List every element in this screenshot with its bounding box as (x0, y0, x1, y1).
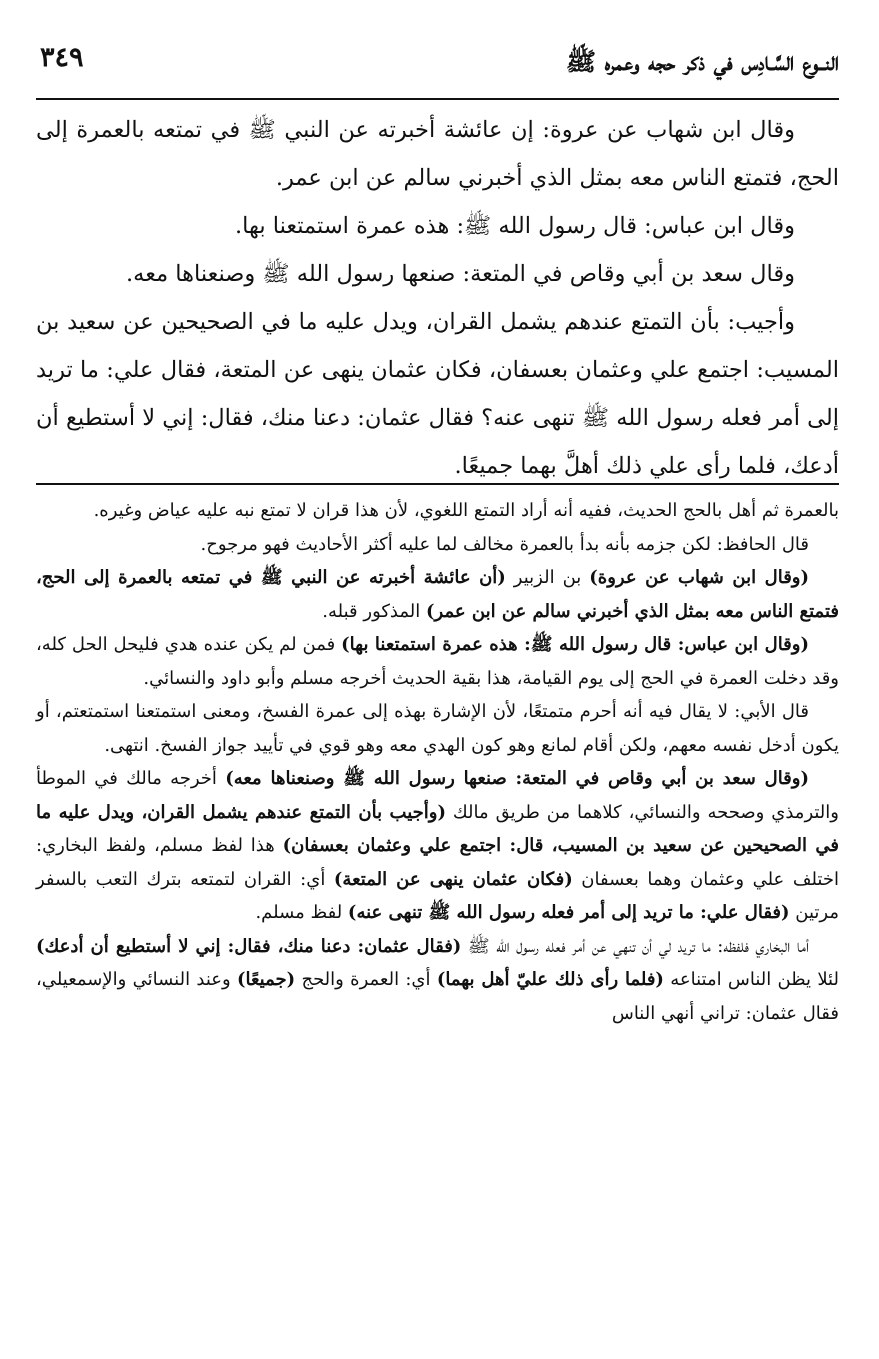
commentary-paragraph (36, 628, 839, 695)
quoted-matn: (فكان عثمان ينهى عن المتعة) (333, 868, 573, 890)
main-paragraph: وأجيب: بأن التمتع عندهم يشمل القران، ويدل عليه ما في الصحيحين عن سعيد بن المسيب: اجتمع علي وعثمان بعسفان، فكان عثمان ينهى عن المتعة، فقال علي: ما تريد إلى أمر فعله رسول الله ﷺ تنهى عنه؟ فقال عثمان: دعنا منك، فقال: إني لا أستطيع أن أدعك، فلما رأى علي ذلك أهلَّ بهما جميعًا. (36, 309, 839, 479)
separator-rule (36, 483, 839, 485)
commentary-run: فمن لم يكن عنده هدي فليحل الحل كله، وقد دخلت العمرة في الحج إلى يوم القيامة، هذا بقية الحديث أخرجه مسلم وأبو داود والنسائي. (36, 634, 839, 689)
chapter-title: النــوع السَّـادِس في ذكر حجه وعمره ﷺ (565, 47, 839, 76)
commentary-run: أخرجه مالك في الموطأ والترمذي وصححه والنسائي، كلاهما من طريق مالك (36, 768, 839, 823)
commentary-paragraph (36, 695, 839, 762)
commentary-run: أي: القران لتمتعه بترك التعب بالسفر مرتين (36, 868, 839, 923)
commentary-paragraph (36, 494, 839, 528)
commentary-run: وعند النسائي والإسمعيلي، فقال عثمان: تراني أنهي الناس (36, 969, 839, 1024)
commentary-run: بن الزبير (505, 567, 590, 588)
commentary-run: بالعمرة ثم أهل بالحج الحديث، ففيه أنه أراد التمتع اللغوي، لأن هذا قران لا تمتع نبه عليه عياض وغيره. (93, 500, 839, 521)
page-number: ٣٤٩ (40, 42, 84, 73)
quoted-matn: (فلما رأى ذلك عليّ أهل بهما) (436, 969, 664, 990)
quoted-matn: (أن عائشة أخبرته عن النبي ﷺ في تمتعه بالعمرة إلى الحج، فتمتع الناس معه بمثل الذي أخبرني سالم عن ابن عمر) (36, 567, 839, 622)
main-text (36, 106, 839, 490)
quoted-matn: (وقال ابن عباس: قال رسول الله ﷺ: هذه عمرة استمتعنا بها) (341, 634, 809, 655)
commentary-paragraph (36, 762, 839, 930)
commentary-run: هذا لفظ مسلم، ولفظ البخاري: اختلف علي وعثمان وهما بعسفان (36, 835, 839, 890)
quoted-matn: (وقال سعد بن أبي وقاص في المتعة: صنعها رسول الله ﷺ وصنعناها معه) (225, 768, 809, 789)
page-header (36, 38, 839, 100)
commentary-run: لفظ مسلم. (255, 902, 348, 923)
commentary-run: أما البخاري فلفظه: ما تريد لي أن تنهي عن أمر فعله رسول الله ﷺ (461, 935, 809, 957)
quoted-matn: (وقال ابن شهاب عن عروة) (589, 567, 810, 588)
quoted-matn: (وأجيب بأن التمتع عندهم يشمل القران، ويدل عليه ما في الصحيحين عن سعيد بن المسيب، قال: اجتمع علي وعثمان بعسفان) (36, 801, 839, 856)
commentary-text (36, 494, 839, 1030)
commentary-run: أي: العمرة والحج (295, 969, 437, 990)
commentary-run: المذكور قبله. (322, 600, 426, 622)
quoted-matn: (جميعًا) (236, 969, 296, 990)
main-paragraph: وقال سعد بن أبي وقاص في المتعة: صنعها رسول الله ﷺ وصنعناها معه. (126, 261, 795, 287)
commentary-paragraph (36, 930, 839, 1031)
commentary-run: قال الأبي: لا يقال فيه أنه أحرم متمتعًا، لأن الإشارة بهذه إلى عمرة الفسخ، ومعنى استمتعنا استمتعتم، أو يكون أدخل نفسه معهم، ولكن أقام لمانع وهو كون الهدي معه وهو قوي في تأييد جواز الفسخ. انتهى. (36, 701, 839, 756)
quoted-matn: (فقال علي: ما تريد إلى أمر فعله رسول الله ﷺ تنهى عنه) (347, 902, 790, 923)
commentary-run: قال الحافظ: لكن جزمه بأنه بدأ بالعمرة مخالف لما عليه أكثر الأحاديث فهو مرجوح. (200, 533, 809, 555)
commentary-run: لئلا يظن الناس امتناعه (663, 969, 839, 990)
commentary-paragraph (36, 528, 839, 562)
main-paragraph: وقال ابن عباس: قال رسول الله ﷺ: هذه عمرة استمتعنا بها. (234, 213, 795, 239)
commentary-paragraph (36, 561, 839, 628)
main-paragraph: وقال ابن شهاب عن عروة: إن عائشة أخبرته عن النبي ﷺ في تمتعه بالعمرة إلى الحج، فتمتع الناس معه بمثل الذي أخبرني سالم عن ابن عمر. (36, 117, 839, 191)
quoted-matn: (فقال عثمان: دعنا منك، فقال: إني لا أستطيع أن أدعك) (36, 935, 462, 957)
